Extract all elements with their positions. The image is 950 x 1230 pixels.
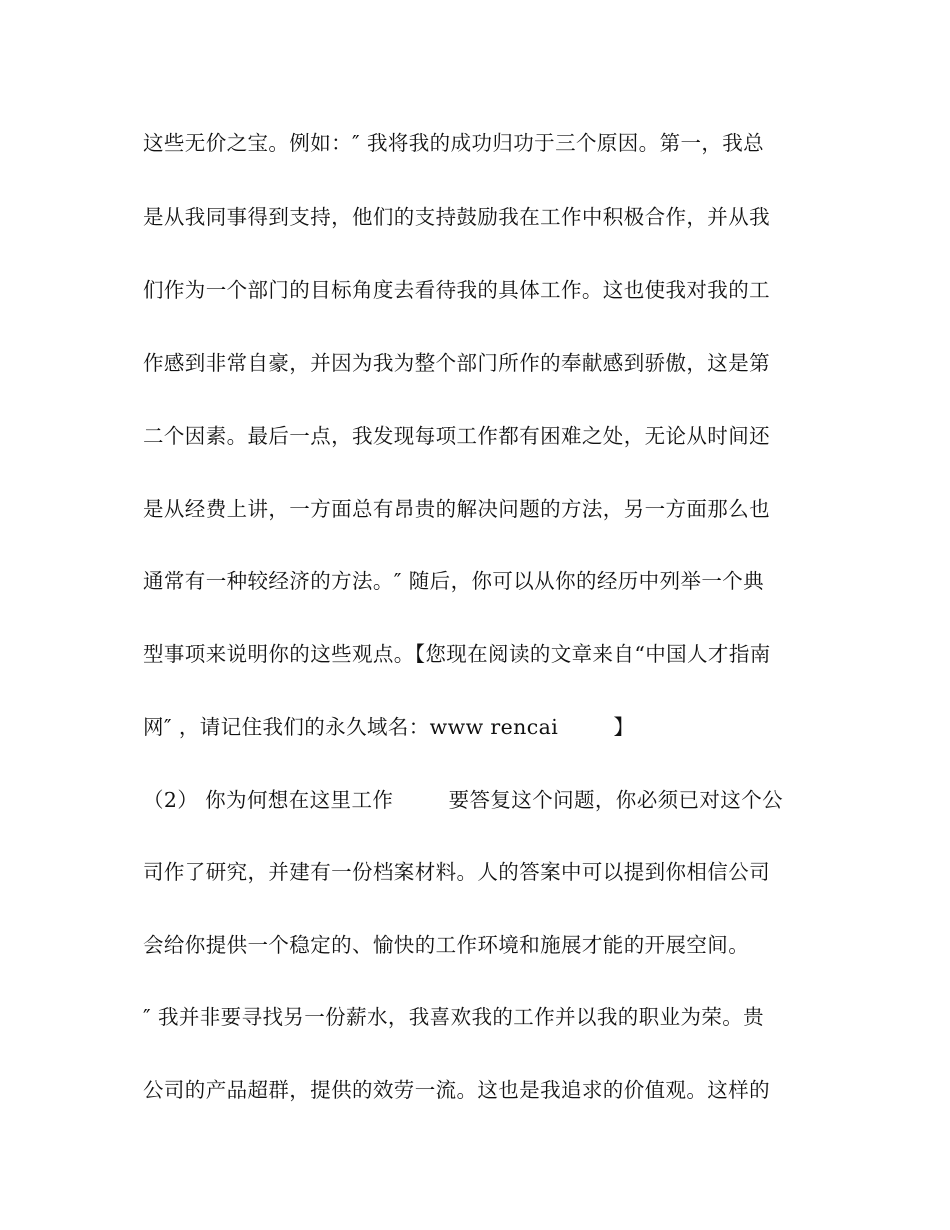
text-line: 会给你提供一个稳定的、愉快的工作环境和施展才能的开展空间。 (143, 933, 750, 957)
text-line: 型事项来说明你的这些观点。【您现在阅读的文章来自“中国人才指南 (143, 642, 771, 666)
text-line: ″ 我并非要寻找另一份薪水，我喜欢我的工作并以我的职业为荣。贵 (143, 1005, 765, 1029)
text-line: 是从我同事得到支持，他们的支持鼓励我在工作中积极合作，并从我 (143, 205, 770, 229)
text-line: 二个因素。最后一点，我发现每项工作都有困难之处，无论从时间还 (143, 424, 770, 448)
text-line: 网″ ，请记住我们的永久域名：www rencai 】 (143, 715, 635, 739)
text-line: 公司的产品超群，提供的效劳一流。这也是我追求的价值观。这样的 (143, 1078, 770, 1102)
text-line: 通常有一种较经济的方法。″ 随后，你可以从你的经历中列举一个典 (143, 569, 765, 593)
text-line: 们作为一个部门的目标角度去看待我的具体工作。这也使我对我的工 (143, 278, 770, 302)
text-line: （2） 你为何想在这里工作 要答复这个问题，你必须已对这个公 (143, 788, 783, 812)
text-line: 司作了研究，并建有一份档案材料。人的答案中可以提到你相信公司 (143, 860, 770, 884)
text-line: 这些无价之宝。例如：″ 我将我的成功归功于三个原因。第一，我总 (143, 131, 765, 155)
text-line: 作感到非常自豪，并因为我为整个部门所作的奉献感到骄傲，这是第 (143, 351, 770, 375)
text-line: 是从经费上讲，一方面总有昂贵的解决问题的方法，另一方面那么也 (143, 497, 770, 521)
